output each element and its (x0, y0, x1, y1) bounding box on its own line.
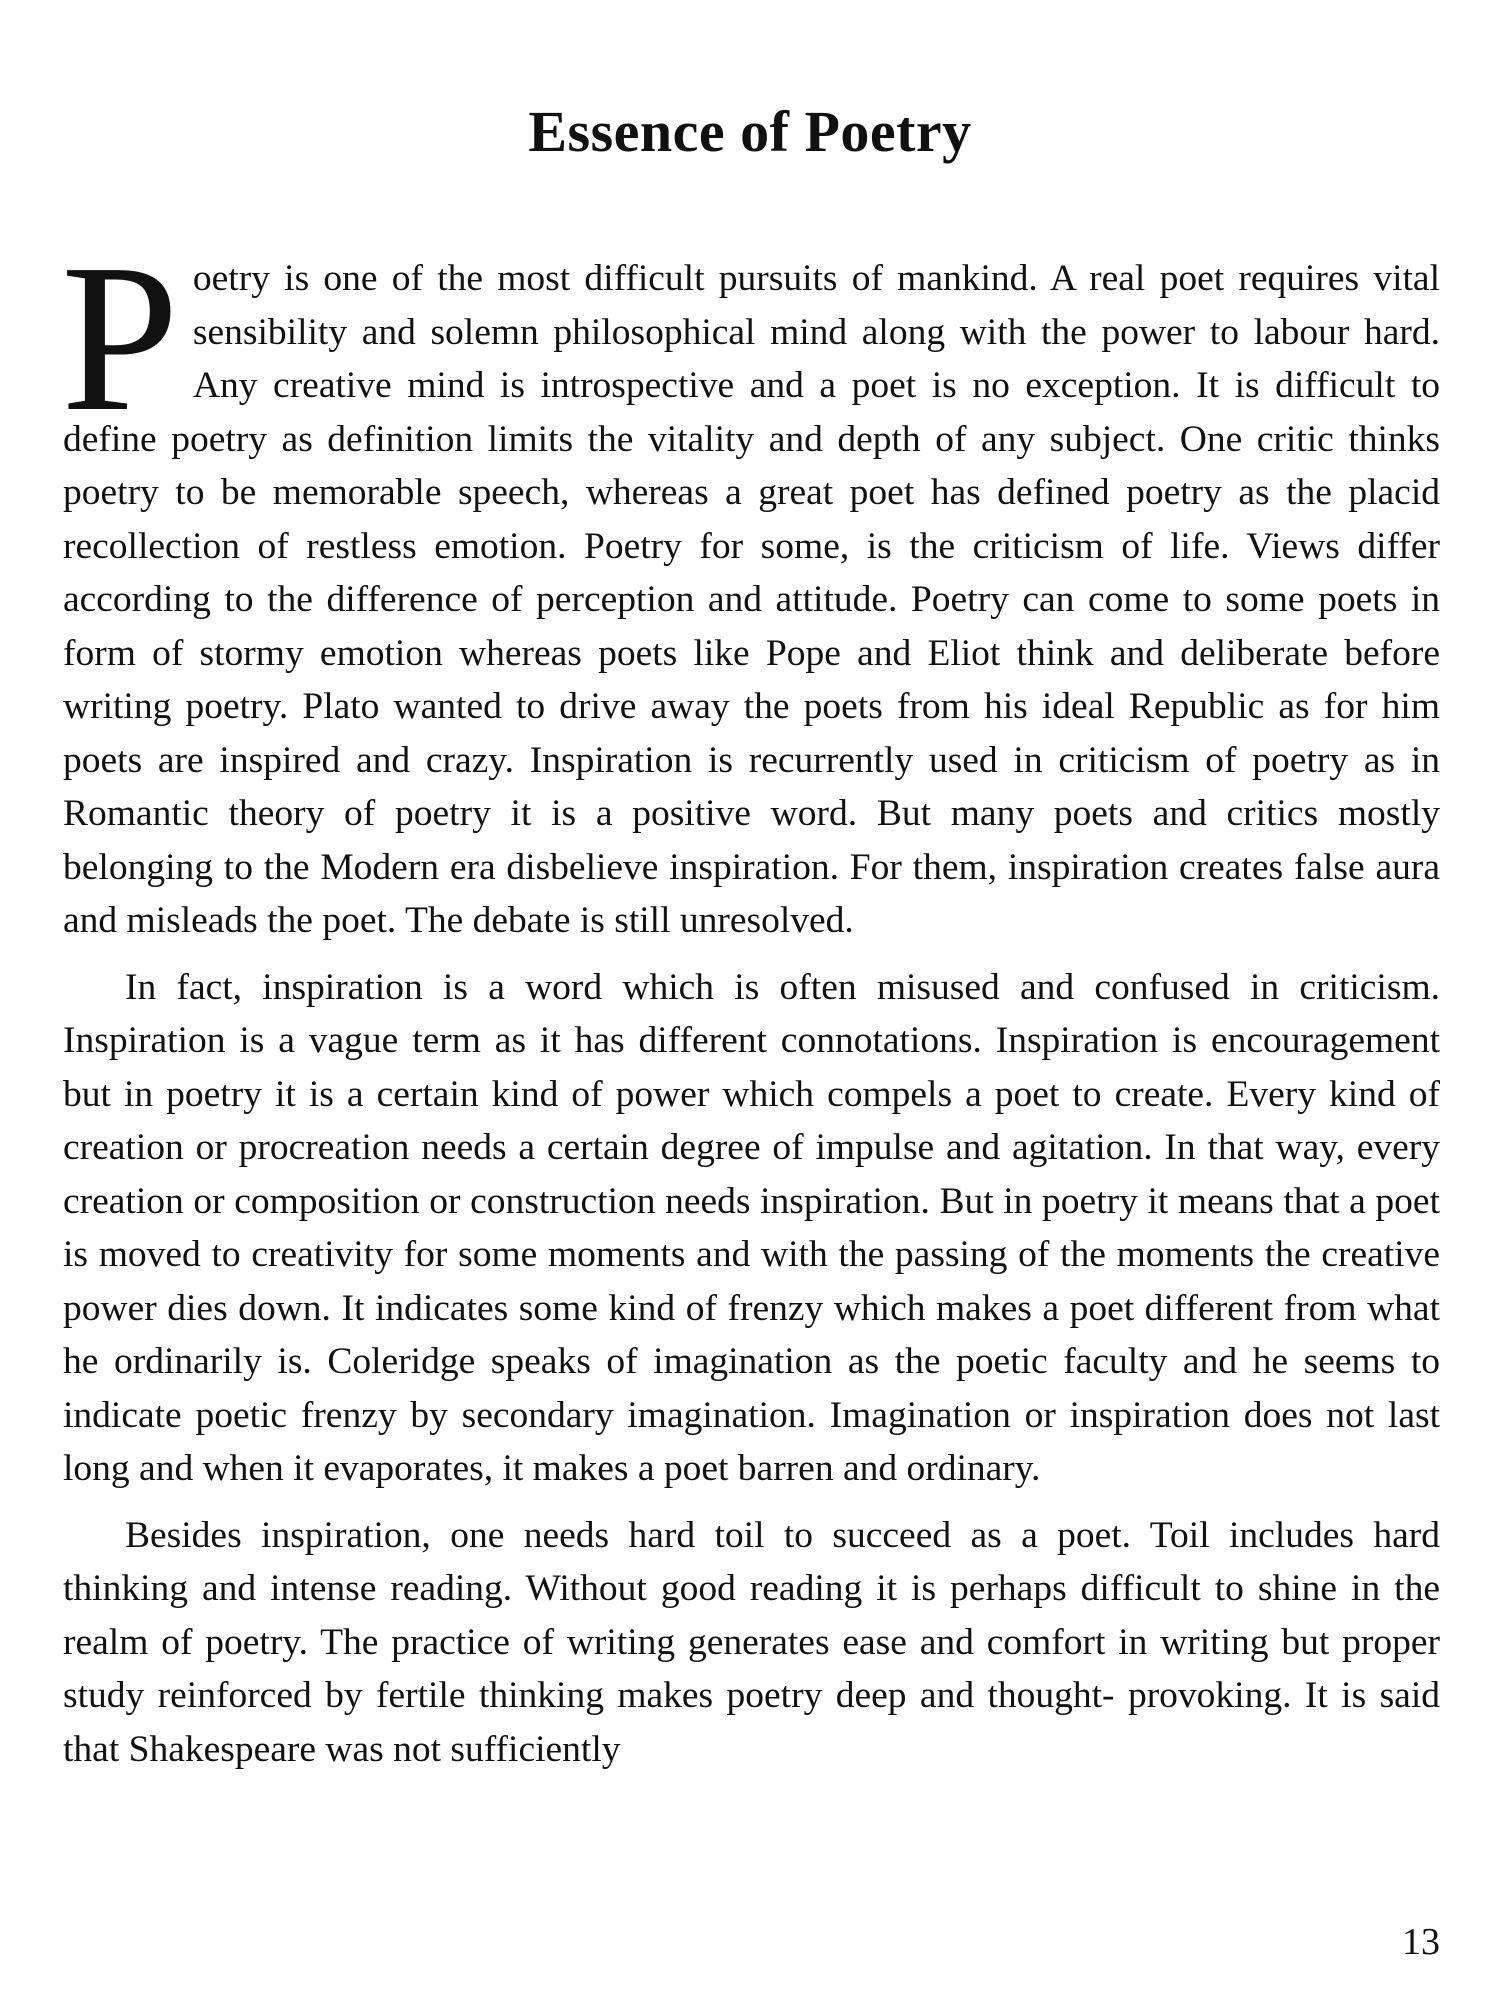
drop-cap: P (61, 220, 179, 455)
chapter-title: Essence of Poetry (528, 99, 972, 164)
paragraph-2: In fact, inspiration is a word which is often misused and confused in criticism. Inspiration is a vague term as it has different connotations. Inspiration is encouragement but in poetry it is a certain kind of power which compels a poet to create. Every kind of creation or procreation needs a certain degree of impulse and agitation. In that way, every creation or composition or construction needs inspiration. But in poetry it means that a poet is moved to creativity for some moments and with the passing of the moments the creative power dies down. It indicates some kind of frenzy which makes a poet different from what he ordinarily is. Coleridge speaks of imagination as the poetic faculty and he seems to indicate poetic frenzy by secondary imagination. Imagination or inspiration does not last long and when it evaporates, it makes a poet barren and ordinary. (63, 966, 1440, 1489)
body-text (61, 220, 1440, 1776)
paragraph-3: Besides inspiration, one needs hard toil to succeed as a poet. Toil includes hard thinking and intense reading. Without good reading it is perhaps difficult to shine in the realm of poetry. The practice of writing generates ease and comfort in writing but proper study reinforced by fertile thinking makes poetry deep and thought- provoking. It is said that Shakespeare was not sufficiently (63, 1514, 1440, 1770)
paragraph-1-text: oetry is one of the most difficult pursuits of mankind. A real poet requires vital sensibility and solemn philosophical mind along with the power to labour hard. Any creative mind is introspective and a poet is no exception. It is difficult to define poetry as definition limits the vitality and depth of any subject. One critic thinks poetry to be memorable speech, whereas a great poet has defined poetry as the placid recollection of restless emotion. Poetry for some, is the criticism of life. Views differ according to the difference of perception and attitude. Poetry can come to some poets in form of stormy emotion whereas poets like Pope and Eliot think and deliberate before writing poetry. Plato wanted to drive away the poets from his ideal Republic as for him poets are inspired and crazy. Inspiration is recurrently used in criticism of poetry as in Romantic theory of poetry it is a positive word. But many poets and critics mostly belonging to the Modern era disbelieve inspiration. For them, inspiration creates false aura and misleads the poet. The debate is still unresolved. (63, 258, 1440, 941)
paragraph-1 (61, 220, 1440, 948)
page-number: 13 (1402, 1921, 1440, 1963)
